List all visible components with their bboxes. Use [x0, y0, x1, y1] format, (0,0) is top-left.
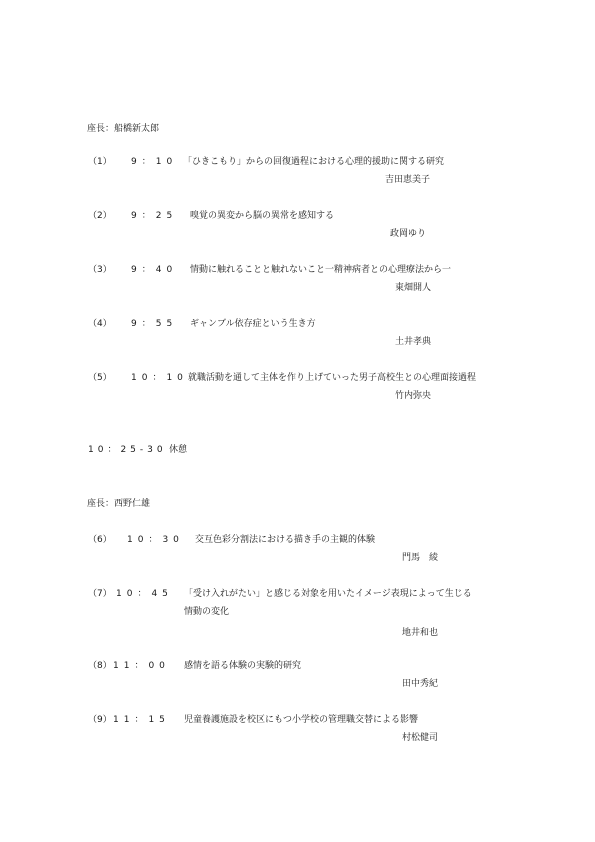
item-author: 村松健司	[402, 733, 439, 743]
item-number: （5）	[88, 373, 112, 383]
item-number: （3）	[88, 265, 112, 275]
item-time: 10：30	[127, 535, 184, 545]
item-title: 「受け入れがたい」と感じる対象を用いたイメージ表現によって生じる	[184, 589, 472, 599]
item-author: 東畑開人	[395, 283, 432, 293]
item-time: 9：40	[131, 265, 178, 275]
item-author: 地井和也	[402, 628, 439, 638]
item-number: （8）	[88, 661, 112, 671]
break-time: 10：25-30	[88, 445, 167, 455]
item-number: （2）	[88, 211, 112, 221]
item-number: （6）	[88, 535, 112, 545]
item-number: （7）	[88, 589, 112, 599]
item-time: 9：10	[131, 157, 178, 167]
item-time: 11：00	[113, 661, 170, 671]
item-author: 政岡ゆり	[390, 229, 427, 239]
item-title: 「ひきこもり」からの回復過程における心理的援助に関する研究	[183, 157, 445, 167]
item-title: 情動に触れることと触れないこと一精神病者との心理療法から一	[190, 265, 452, 275]
item-time: 11：15	[113, 715, 170, 725]
item-number: （9）	[88, 715, 112, 725]
item-author: 竹内弥央	[395, 391, 432, 401]
item-time: 10：10	[131, 373, 188, 383]
session2-chair: 座長：西野仁雄	[87, 499, 151, 509]
item-title: 就職活動を通して主体を作り上げていった男子高校生との心理面接過程	[188, 373, 477, 383]
item-title: ギャンブル依存症という生き方	[190, 319, 316, 329]
item-time: 9：55	[131, 319, 178, 329]
item-title: 感情を語る体験の実験的研究	[184, 661, 302, 671]
item-author: 土井孝典	[395, 337, 432, 347]
item-title-continued: 情動の変化	[184, 607, 230, 617]
item-number: （4）	[88, 319, 112, 329]
item-time: 9：25	[131, 211, 178, 221]
item-author: 吉田恵美子	[385, 175, 431, 185]
item-title: 嗅覚の異変から脳の異常を感知する	[190, 211, 335, 221]
item-time: 10：45	[116, 589, 173, 599]
item-number: （1）	[88, 157, 112, 167]
item-title: 児童養護施設を校区にもつ小学校の管理職交替による影響	[184, 715, 419, 725]
item-author: 田中秀紀	[402, 679, 439, 689]
session1-chair: 座長：船橋新太郎	[87, 124, 160, 134]
break-label: 休憩	[169, 445, 188, 455]
item-author: 門馬 綾	[402, 553, 439, 563]
item-title: 交互色彩分割法における描き手の主観的体験	[195, 535, 376, 545]
